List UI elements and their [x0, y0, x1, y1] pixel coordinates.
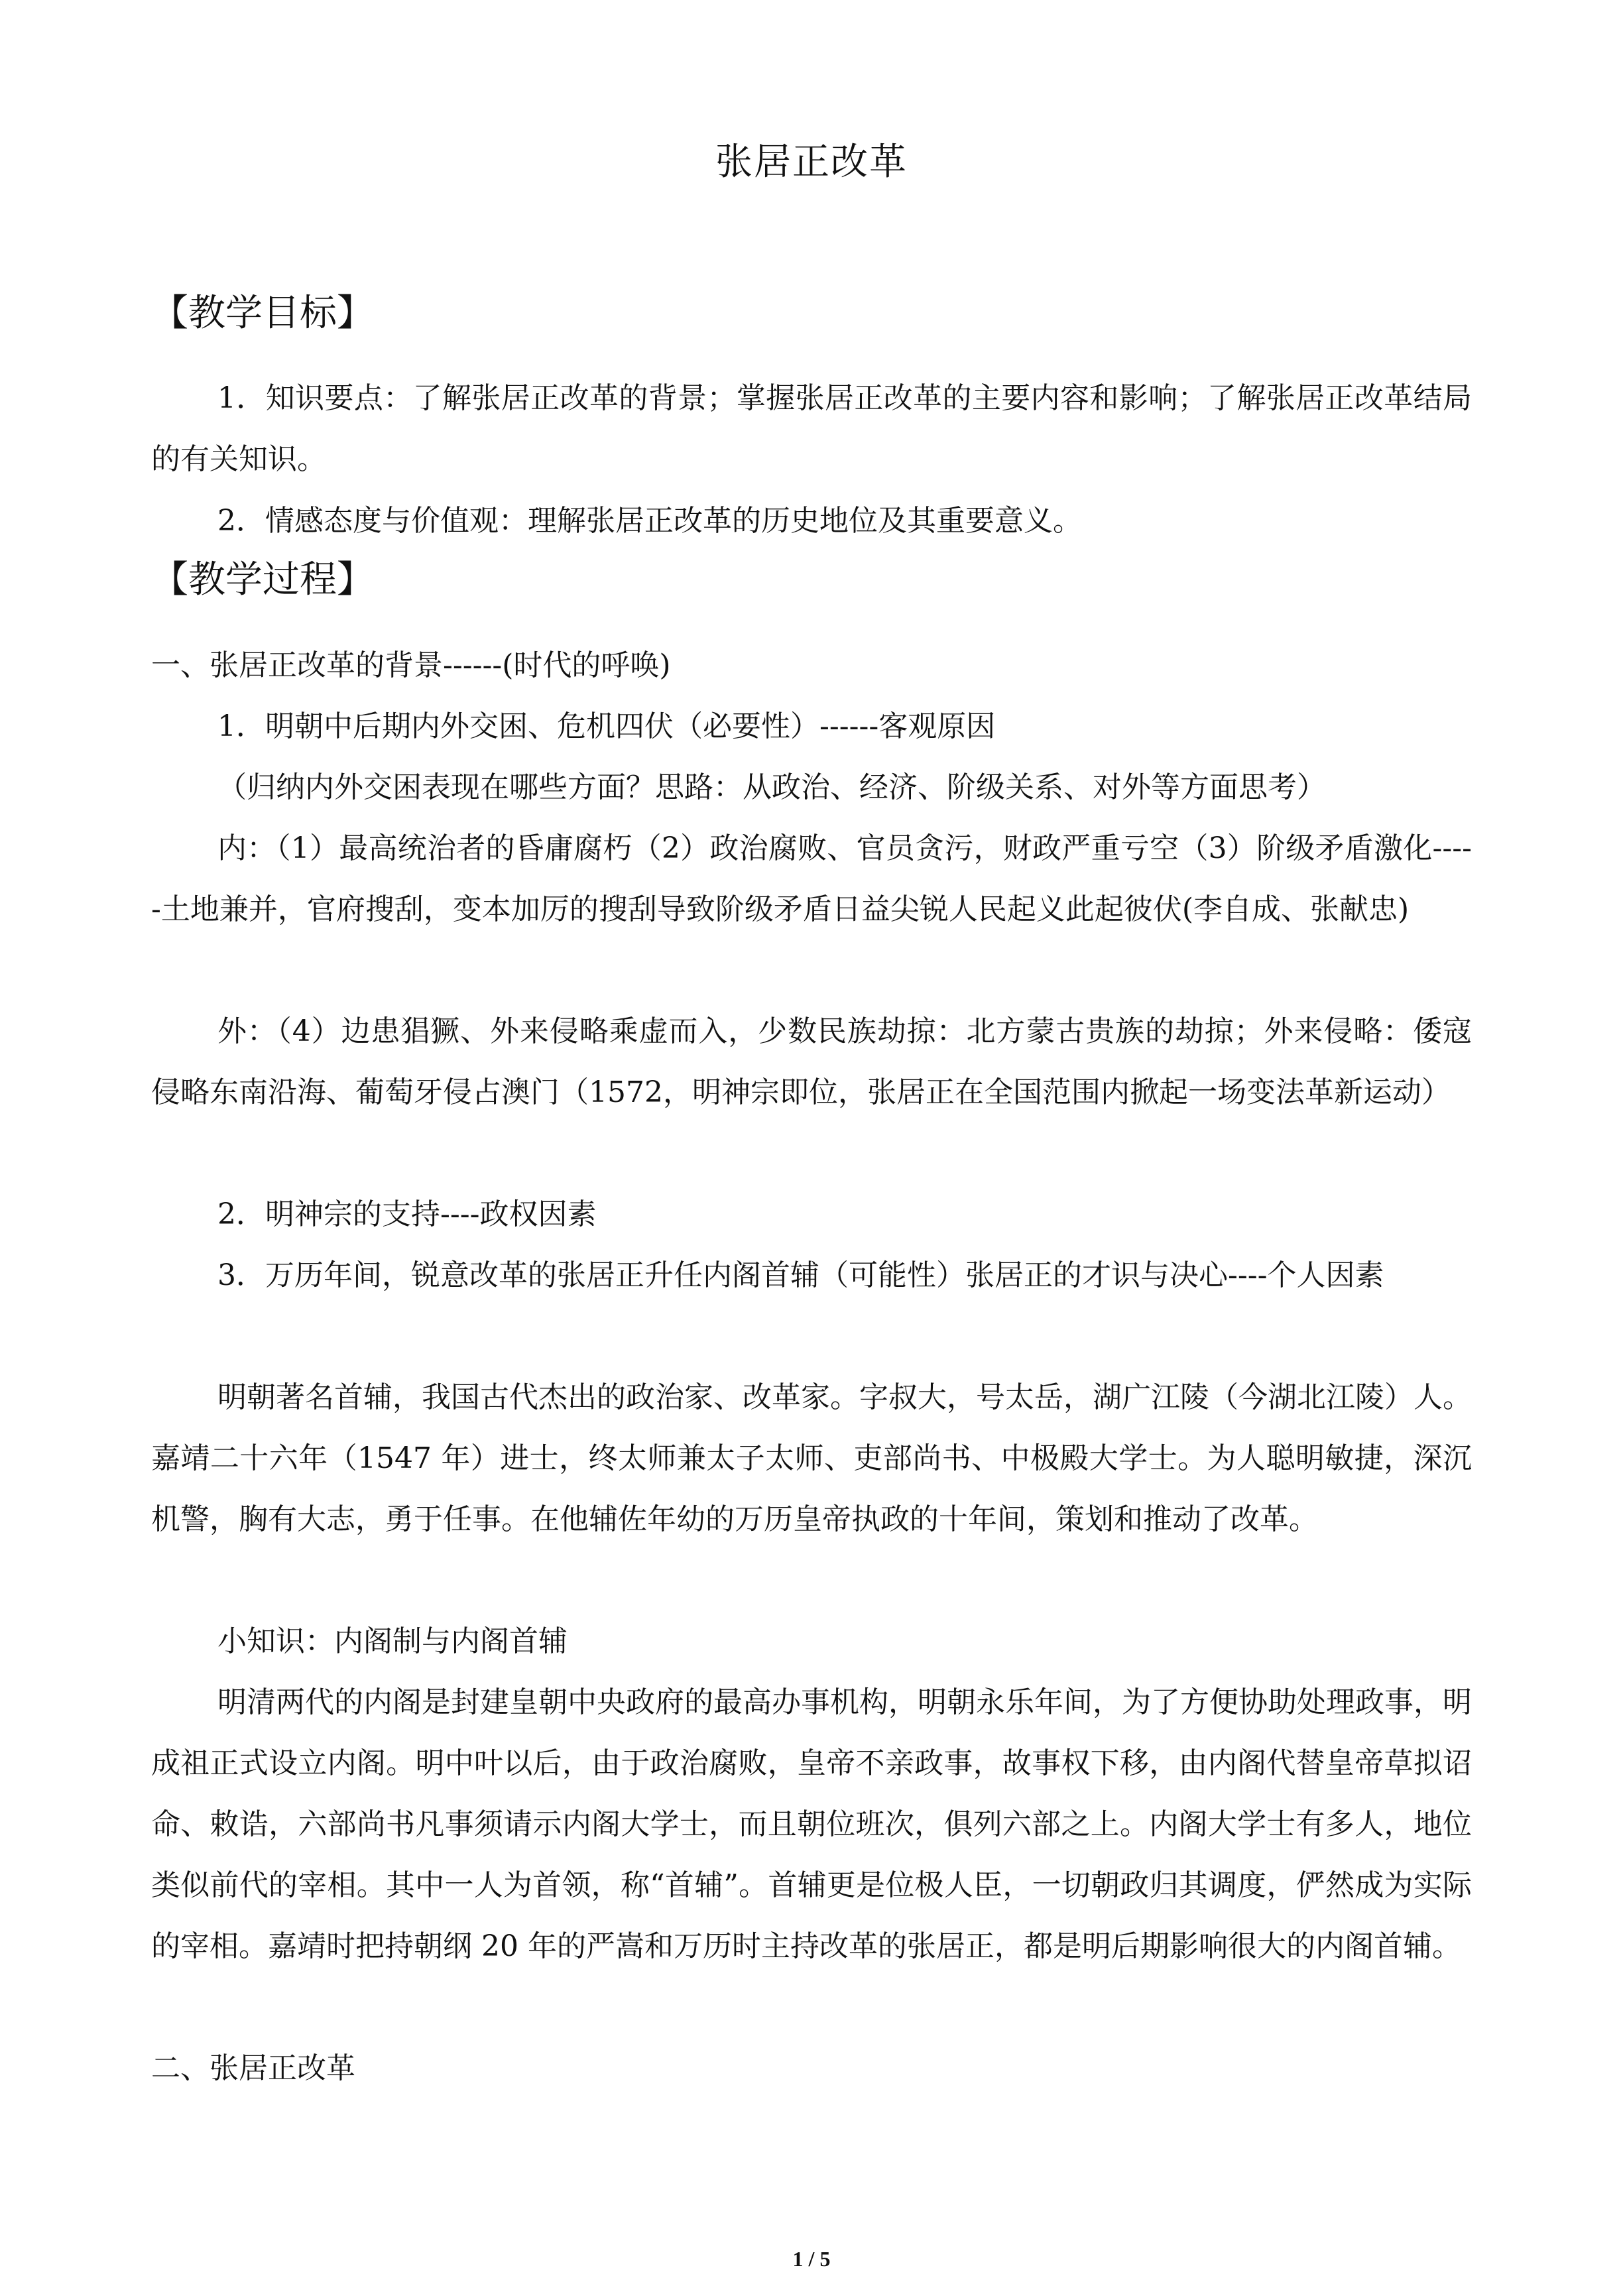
paragraph-section-1-heading: 一、张居正改革的背景------(时代的呼唤): [151, 648, 671, 682]
section-heading-teaching-process: 【教学过程】: [151, 558, 374, 601]
paragraph-guiding-question: （归纳内外交困表现在哪些方面？思路：从政治、经济、阶级关系、对外等方面思考）: [217, 770, 1326, 804]
page-number: 1 / 5: [792, 2247, 831, 2271]
paragraph-personal-factor: 3．万历年间，锐意改革的张居正升任内阁首辅（可能性）张居正的才识与决心----个人因素: [217, 1258, 1384, 1292]
paragraph-emperor-support: 2．明神宗的支持----政权因素: [217, 1197, 597, 1231]
section-heading-teaching-goals: 【教学目标】: [151, 292, 374, 335]
paragraph-values: 2．情感态度与价值观：理解张居正改革的历史地位及其重要意义。: [217, 504, 1082, 538]
paragraph-biography: 明朝著名首辅，我国古代杰出的政治家、改革家。字叔大，号太岳，湖广江陵（今湖北江陵）人。嘉靖二十六年（1547 年）进士，终太师兼太子太师、吏部尚书、中极殿大学士。为人聪明敏捷，深沉机警，胸有大志，勇于任事。在他辅佐年幼的万历皇帝执政的十年间，策划和推动了改革。: [151, 1380, 1472, 1536]
paragraph-knowledge-points: 1．知识要点：了解张居正改革的背景；掌握张居正改革的主要内容和影响；了解张居正改革结局的有关知识。: [151, 381, 1472, 476]
paragraph-external-factors: 外：（4）边患猖獗、外来侵略乘虚而入，少数民族劫掠：北方蒙古贵族的劫掠；外来侵略：倭寇侵略东南沿海、葡萄牙侵占澳门（1572，明神宗即位，张居正在全国范围内掀起一场变法革新运动）: [151, 1014, 1472, 1109]
paragraph-small-knowledge: 小知识：内阁制与内阁首辅: [217, 1624, 568, 1658]
document-title: 张居正改革: [715, 141, 908, 184]
paragraph-objective-cause: 1．明朝中后期内外交困、危机四伏（必要性）------客观原因: [217, 709, 996, 743]
paragraph-internal-factors: 内：（1）最高统治者的昏庸腐朽（2）政治腐败、官员贪污，财政严重亏空（3）阶级矛盾激化-----土地兼并，官府搜刮，变本加厉的搜刮导致阶级矛盾日益尖锐人民起义此起彼伏(李自成、张献忠): [151, 831, 1472, 926]
paragraph-section-2-heading: 二、张居正改革: [151, 2051, 355, 2085]
paragraph-cabinet-system: 明清两代的内阁是封建皇朝中央政府的最高办事机构，明朝永乐年间，为了方便协助处理政事，明成祖正式设立内阁。明中叶以后，由于政治腐败，皇帝不亲政事，故事权下移，由内阁代替皇帝草拟诏命、敕诰，六部尚书凡事须请示内阁大学士，而且朝位班次，俱列六部之上。内阁大学士有多人，地位类似前代的宰相。其中一人为首领，称“首辅”。首辅更是位极人臣，一切朝政归其调度，俨然成为实际的宰相。嘉靖时把持朝纲 20 年的严嵩和万历时主持改革的张居正，都是明后期影响很大的内阁首辅。: [151, 1685, 1472, 1963]
